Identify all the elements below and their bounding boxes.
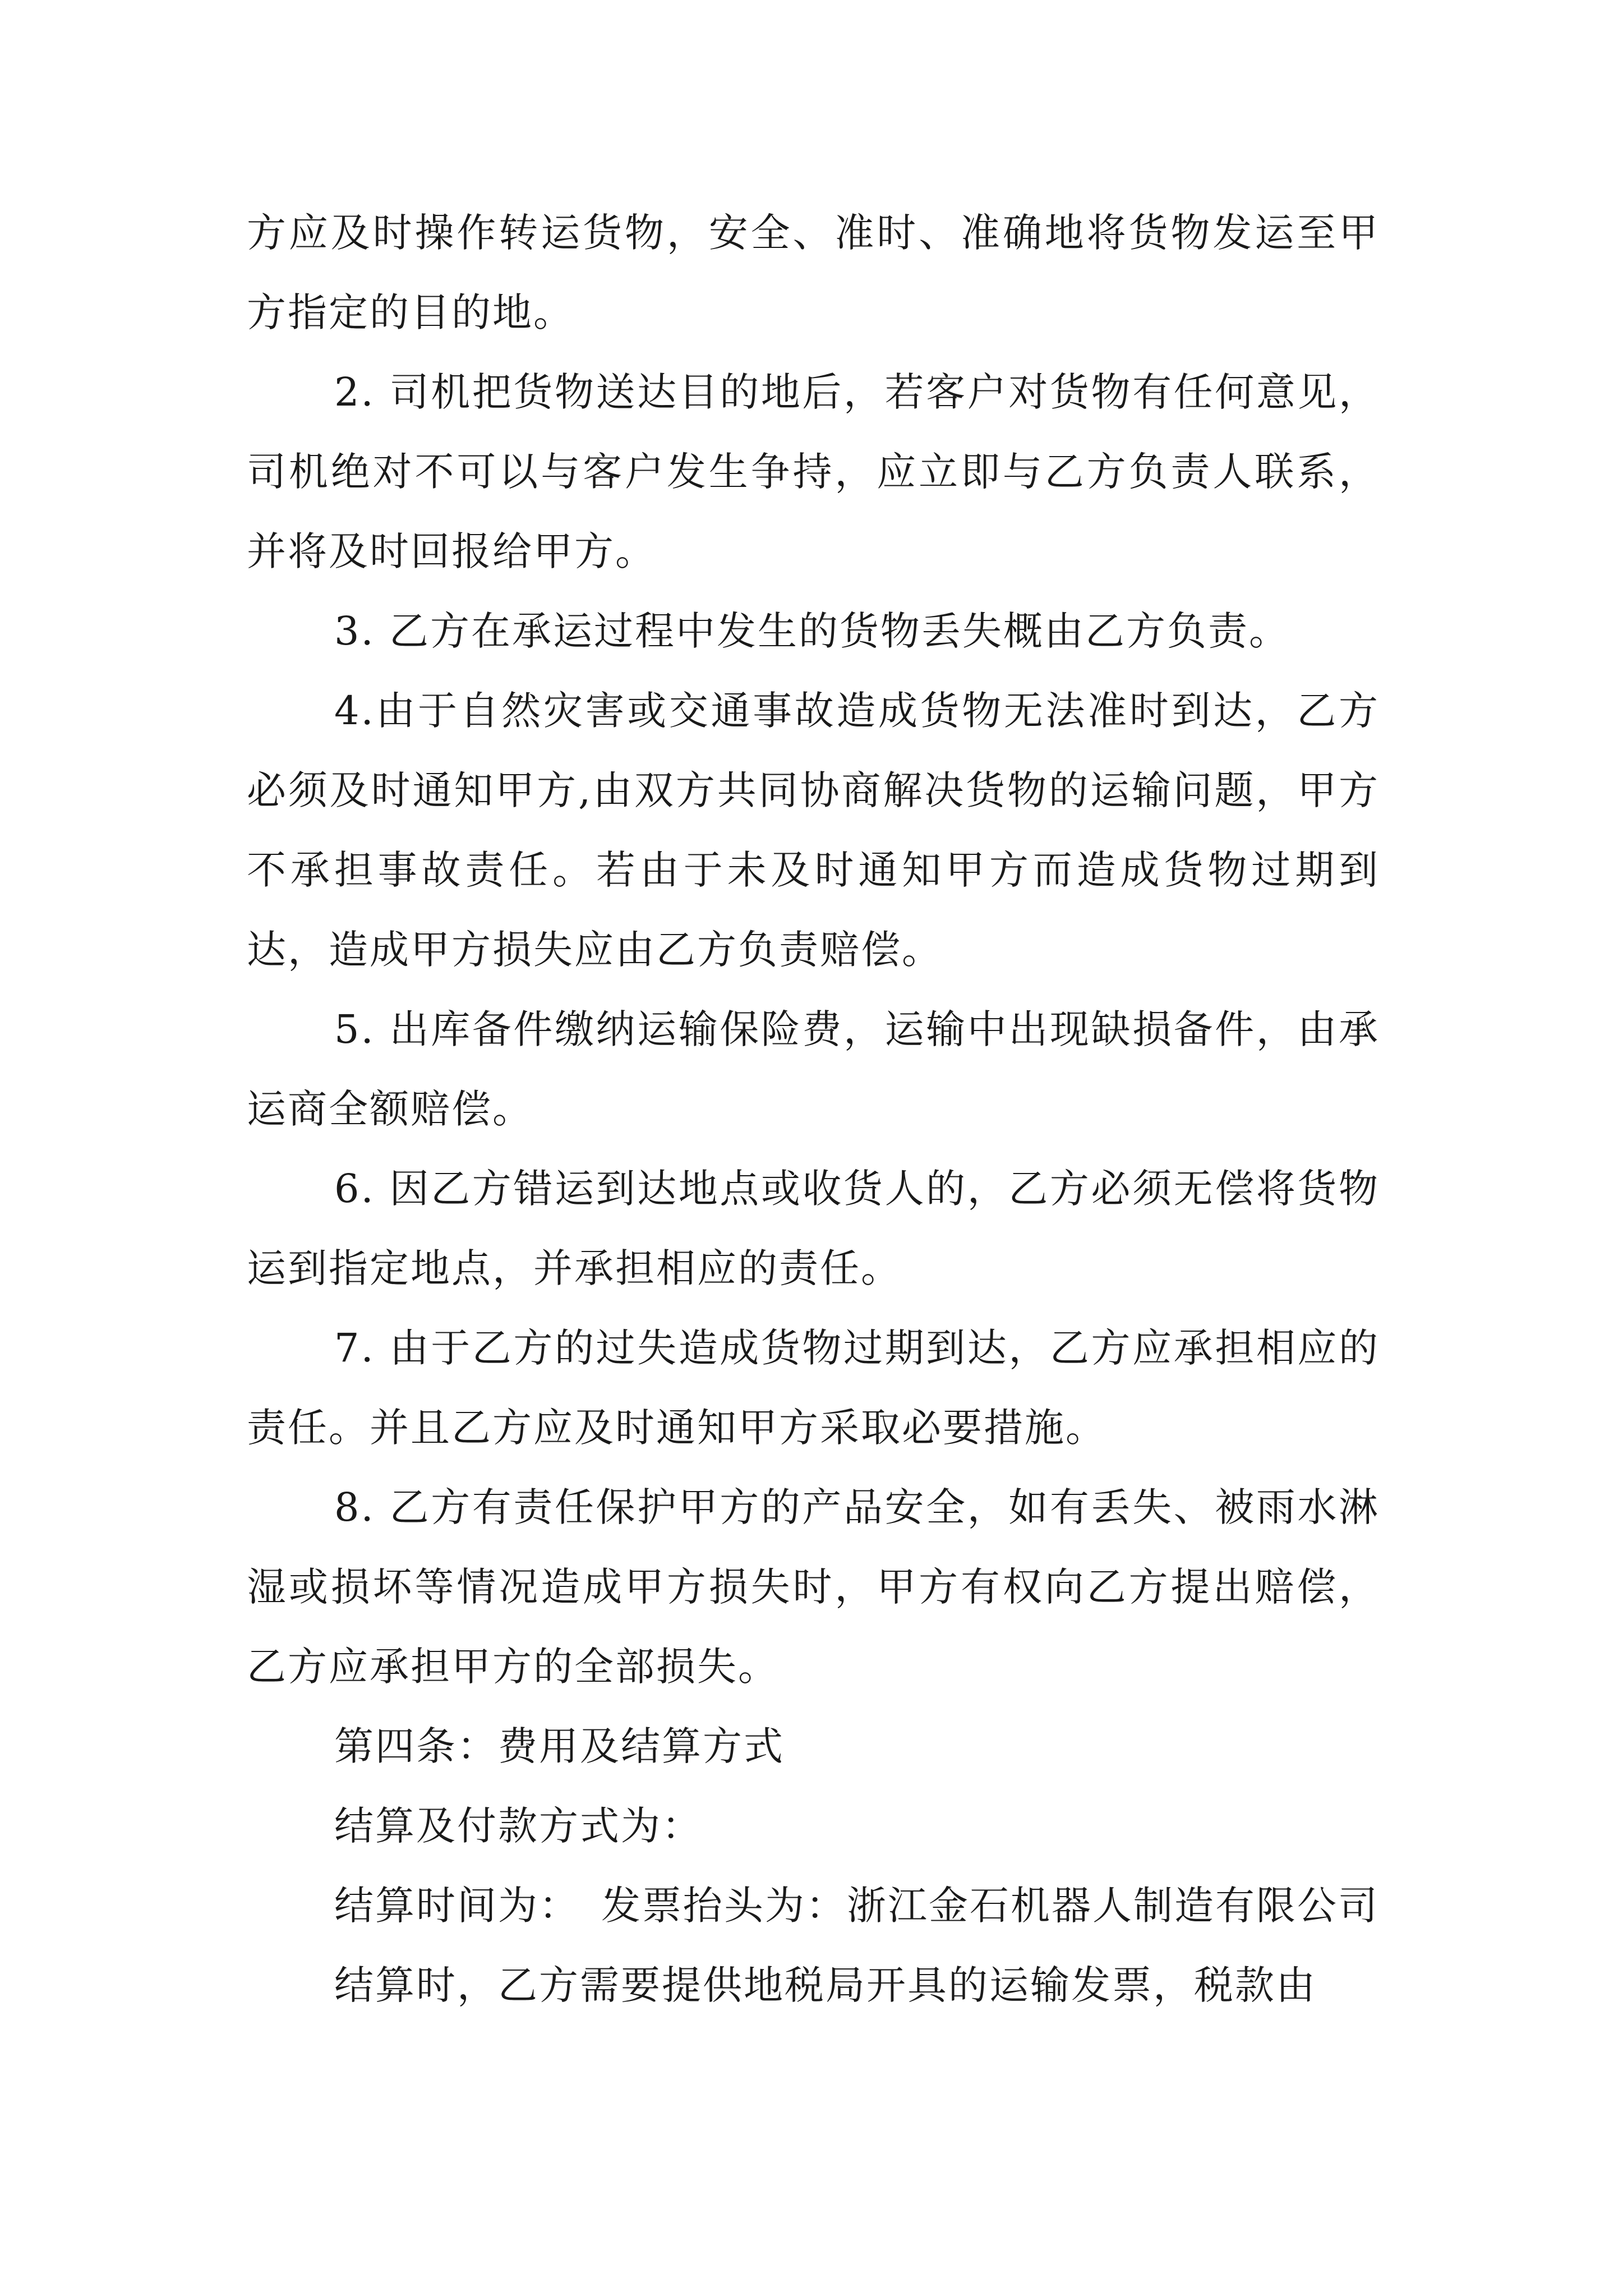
paragraph-item-4: 4.由于自然灾害或交通事故造成货物无法准时到达，乙方必须及时通知甲方,由双方共同协商解决货物的运输问题，甲方不承担事故责任。若由于未及时通知甲方而造成货物过期到达，造成甲方损失应由乙方负责赔偿。 — [247, 688, 1380, 973]
section-heading-article-4: 第四条：费用及结算方式 — [334, 1723, 785, 1769]
paragraph-settlement-invoice: 结算时，乙方需要提供地税局开具的运输发票，税款由 — [334, 1962, 1317, 2008]
paragraph-item-8: 8. 乙方有责任保护甲方的产品安全，如有丢失、被雨水淋湿或损坏等情况造成甲方损失时，甲方有权向乙方提出赔偿，乙方应承担甲方的全部损失。 — [247, 1484, 1380, 1690]
paragraph-item-3: 3. 乙方在承运过程中发生的货物丢失概由乙方负责。 — [334, 608, 1290, 654]
paragraph-item-5: 5. 出库备件缴纳运输保险费，运输中出现缺损备件，由承运商全额赔偿。 — [247, 1006, 1380, 1132]
paragraph-item-7: 7. 由于乙方的过失造成货物过期到达，乙方应承担相应的责任。并且乙方应及时通知甲方采取必要措施。 — [247, 1325, 1380, 1451]
paragraph-payment-method: 结算及付款方式为： — [334, 1803, 703, 1849]
paragraph-settlement-time: 结算时间为： 发票抬头为：浙江金石机器人制造有限公司 — [334, 1883, 1379, 1929]
document-body — [247, 193, 1380, 2025]
paragraph-continuation: 方应及时操作转运货物，安全、准时、准确地将货物发运至甲方指定的目的地。 — [247, 210, 1380, 335]
paragraph-item-2: 2. 司机把货物送达目的地后，若客户对货物有任何意见，司机绝对不可以与客户发生争持，应立即与乙方负责人联系，并将及时回报给甲方。 — [247, 369, 1380, 574]
paragraph-item-6: 6. 因乙方错运到达地点或收货人的，乙方必须无偿将货物运到指定地点，并承担相应的责任。 — [247, 1166, 1380, 1291]
